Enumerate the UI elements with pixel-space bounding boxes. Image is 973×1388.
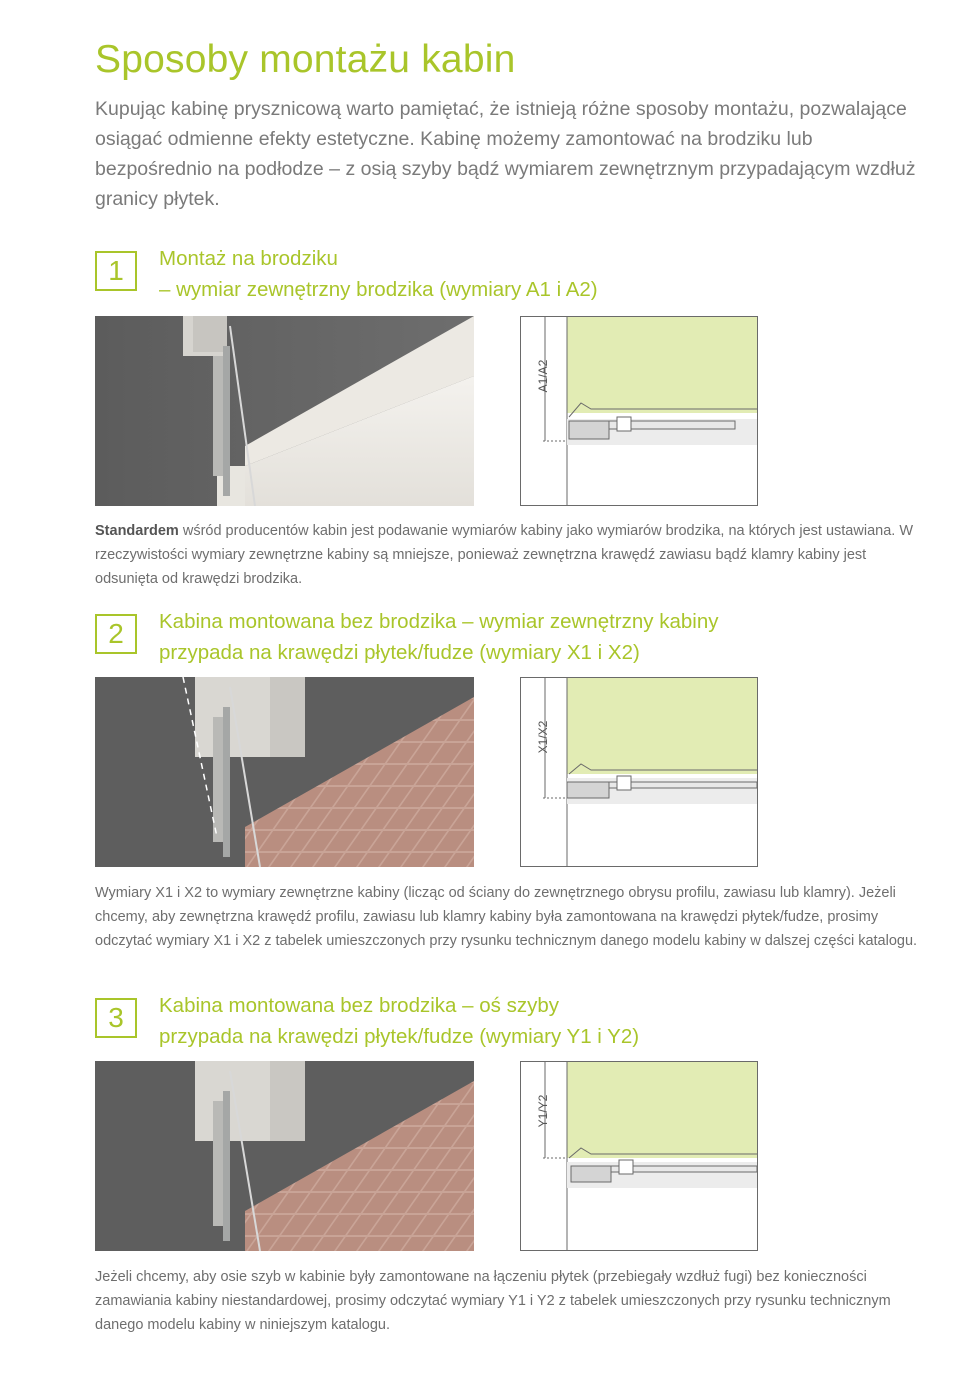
description-text: wśród producentów kabin jest podawanie wymiarów kabiny jako wymiarów brodzika, na których jest ustawiana. W rzeczywistości wymiary zewnętrzne kabiny są mniejsze, ponieważ zewnętrzna krawędź zawiasu bądź klamry kabiny jest odsunięta od krawędzi brodzika. bbox=[95, 523, 914, 587]
section-title-line-1: Montaż na brodziku bbox=[159, 247, 338, 270]
section-number-badge: 3 bbox=[95, 998, 137, 1038]
dimension-label: A1/A2 bbox=[536, 359, 550, 393]
section-title-line-1: Kabina montowana bez brodzika – oś szyby bbox=[159, 994, 559, 1017]
section-number-badge: 2 bbox=[95, 614, 137, 654]
section-title-line-2: przypada na krawędzi płytek/fudze (wymiary Y1 i Y2) bbox=[159, 1025, 640, 1048]
section-title bbox=[159, 243, 598, 305]
section-title bbox=[159, 990, 639, 1052]
section-description: Jeżeli chcemy, aby osie szyb w kabinie były zamontowane na łączeniu płytek (przebiegały wzdłuż fugi) bez konieczności zamawiania kabiny niestandardowej, prosimy odczytać wymiary Y1 i Y2 z tabelek umieszczonych przy rysunku technicznym danego modelu kabiny w niniejszym katalogu. bbox=[95, 1269, 891, 1333]
technical-diagram bbox=[520, 677, 758, 867]
dimension-label: X1/X2 bbox=[536, 720, 550, 754]
section-description: Wymiary X1 i X2 to wymiary zewnętrzne kabiny (licząc od ściany do zewnętrznego obrysu profilu, zawiasu lub klamry). Jeżeli chcemy, aby zewnętrzna krawędź profilu, zawiasu lub klamry kabiny była zamontowana na krawędzi płytek/fudze, prosimy odczytać wymiary X1 i X2 z tabelek umieszczonych przy rysunku technicznym danego modelu kabiny w dalszej części katalogu. bbox=[95, 885, 918, 949]
intro-paragraph: Kupując kabinę prysznicową warto pamiętać, że istnieją różne sposoby montażu, pozwalające osiągać odmienne efekty estetyczne. Kabinę możemy zamontować na brodziku lub bezpośrednio na podłodze – z osią szyby bądź wymiarem zewnętrznym przypadającym wzdłuż granicy płytek. bbox=[95, 98, 916, 210]
section-title-line-2: – wymiar zewnętrzny brodzika (wymiary A1 i A2) bbox=[159, 278, 598, 301]
technical-diagram bbox=[520, 316, 758, 506]
page-title: Sposoby montażu kabin bbox=[95, 38, 516, 81]
section-description bbox=[95, 519, 925, 591]
section-number-badge: 1 bbox=[95, 251, 137, 291]
dimension-label: Y1/Y2 bbox=[536, 1094, 550, 1128]
section-title-line-2: przypada na krawędzi płytek/fudze (wymiary X1 i X2) bbox=[159, 641, 640, 664]
description-bold: Standardem bbox=[95, 523, 179, 539]
installation-photo-tiled-floor bbox=[95, 677, 474, 867]
installation-photo-glass-axis bbox=[95, 1061, 474, 1251]
installation-photo-shower-tray bbox=[95, 316, 474, 506]
section-title-line-1: Kabina montowana bez brodzika – wymiar zewnętrzny kabiny bbox=[159, 610, 719, 633]
section-title bbox=[159, 606, 718, 668]
technical-diagram bbox=[520, 1061, 758, 1251]
